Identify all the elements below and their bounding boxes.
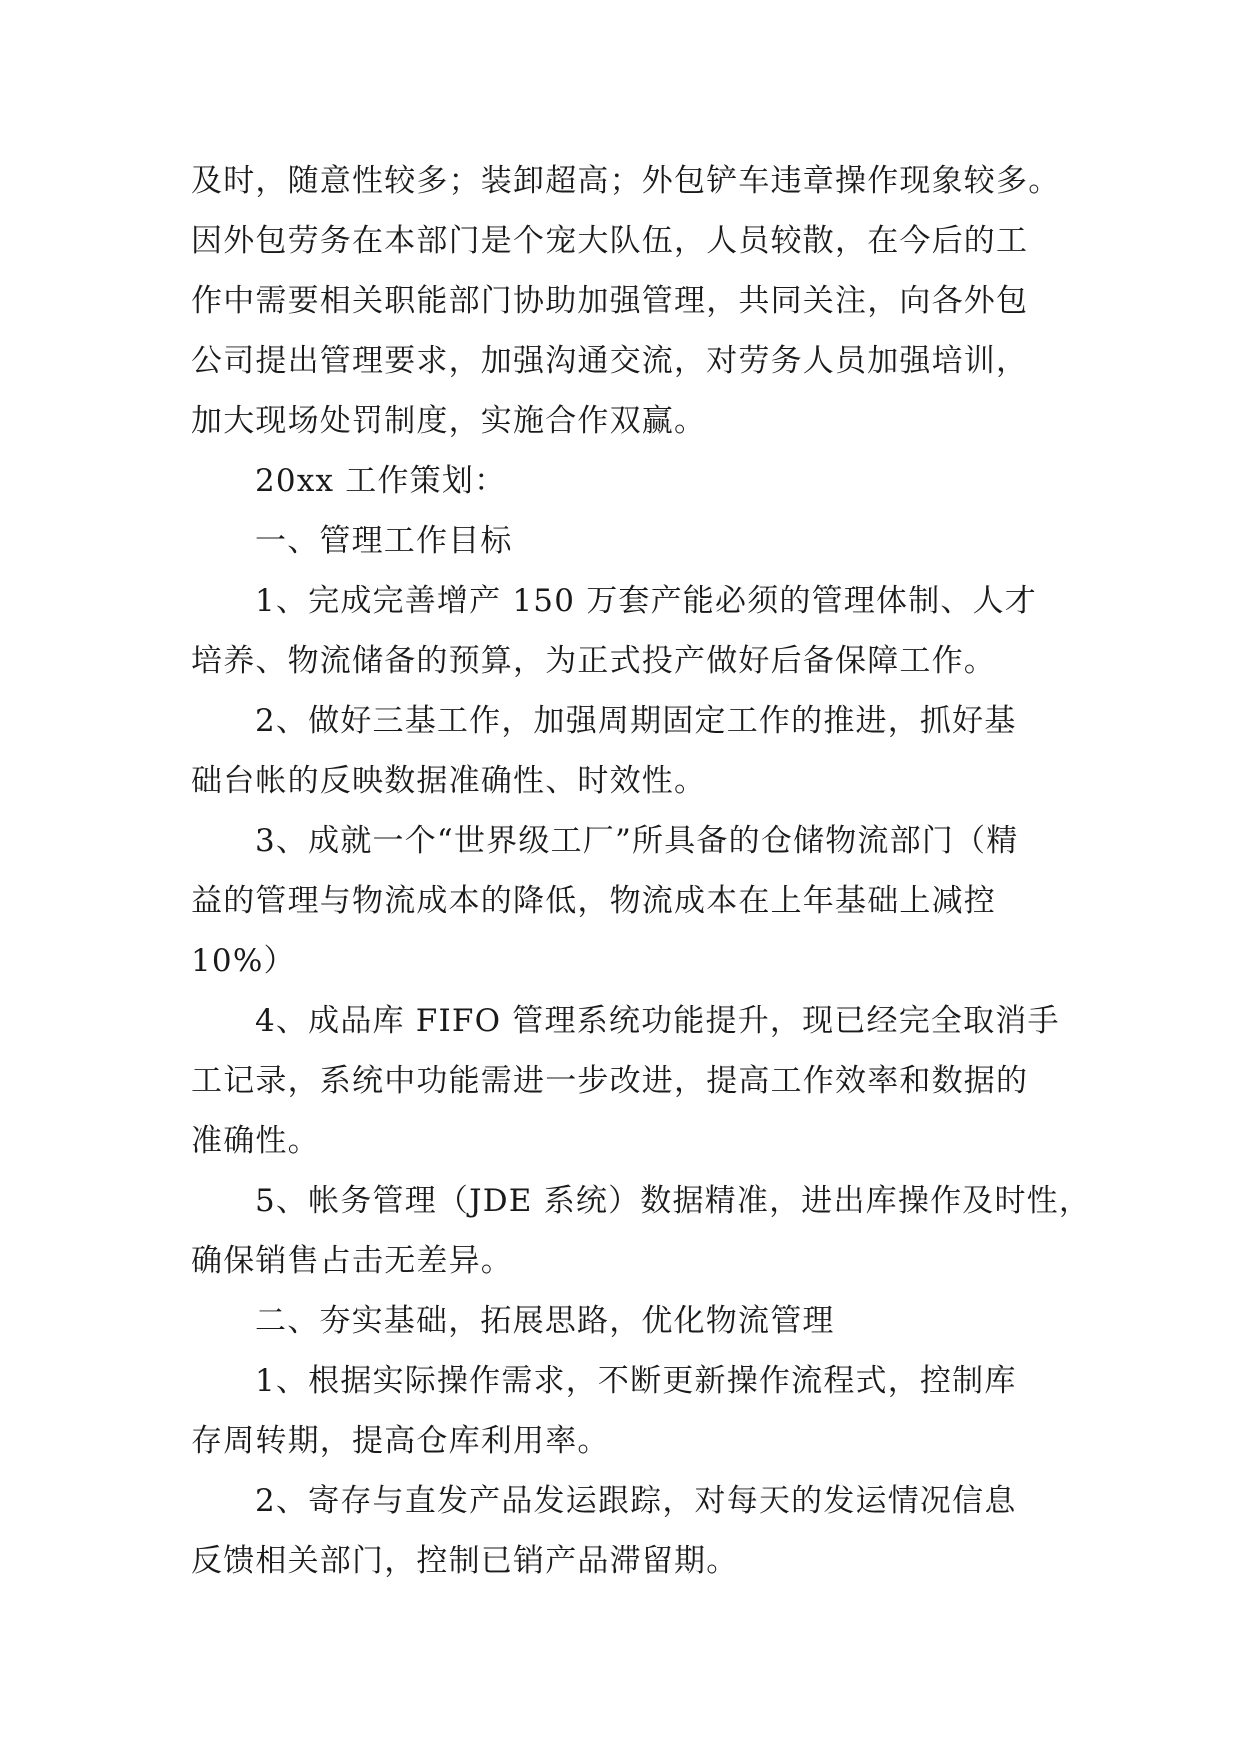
text-line: 础台帐的反映数据准确性、时效性。 (191, 763, 707, 799)
text-line: 工记录，系统中功能需进一步改进，提高工作效率和数据的 (191, 1063, 1029, 1099)
text-line: 益的管理与物流成本的降低，物流成本在上年基础上减控 (191, 883, 996, 919)
list-item: 1、完成完善增产 150 万套产能必须的管理体制、人才 (255, 583, 1037, 619)
text-line: 存周转期，提高仓库利用率。 (191, 1423, 610, 1459)
list-item: 2、寄存与直发产品发运跟踪，对每天的发运情况信息 (255, 1483, 1017, 1519)
text-line: 准确性。 (191, 1123, 320, 1159)
text-line: 公司提出管理要求，加强沟通交流，对劳务人员加强培训， (191, 343, 1029, 379)
section-heading: 二、夯实基础，拓展思路，优化物流管理 (255, 1303, 835, 1339)
section-heading: 20xx 工作策划： (255, 463, 507, 499)
list-item: 1、根据实际操作需求，不断更新操作流程式，控制库 (255, 1363, 1017, 1399)
text-line: 加大现场处罚制度，实施合作双赢。 (191, 403, 707, 439)
text-line: 确保销售占击无差异。 (191, 1243, 513, 1279)
list-item: 3、成就一个“世界级工厂”所具备的仓储物流部门（精 (255, 823, 1019, 859)
list-item: 2、做好三基工作，加强周期固定工作的推进，抓好基 (255, 703, 1017, 739)
list-item: 4、成品库 FIFO 管理系统功能提升，现已经完全取消手 (255, 1003, 1060, 1039)
list-item: 5、帐务管理（JDE 系统）数据精准，进出库操作及时性， (255, 1183, 1092, 1219)
text-line: 作中需要相关职能部门协助加强管理，共同关注，向各外包 (191, 283, 1029, 319)
text-line: 培养、物流储备的预算，为正式投产做好后备保障工作。 (191, 643, 996, 679)
text-line: 反馈相关部门，控制已销产品滞留期。 (191, 1543, 739, 1579)
text-line: 因外包劳务在本部门是个宠大队伍，人员较散，在今后的工 (191, 223, 1029, 259)
section-heading: 一、管理工作目标 (255, 523, 513, 559)
text-line: 及时，随意性较多；装卸超高；外包铲车违章操作现象较多。 (191, 163, 1061, 199)
text-line: 10%） (191, 943, 296, 979)
